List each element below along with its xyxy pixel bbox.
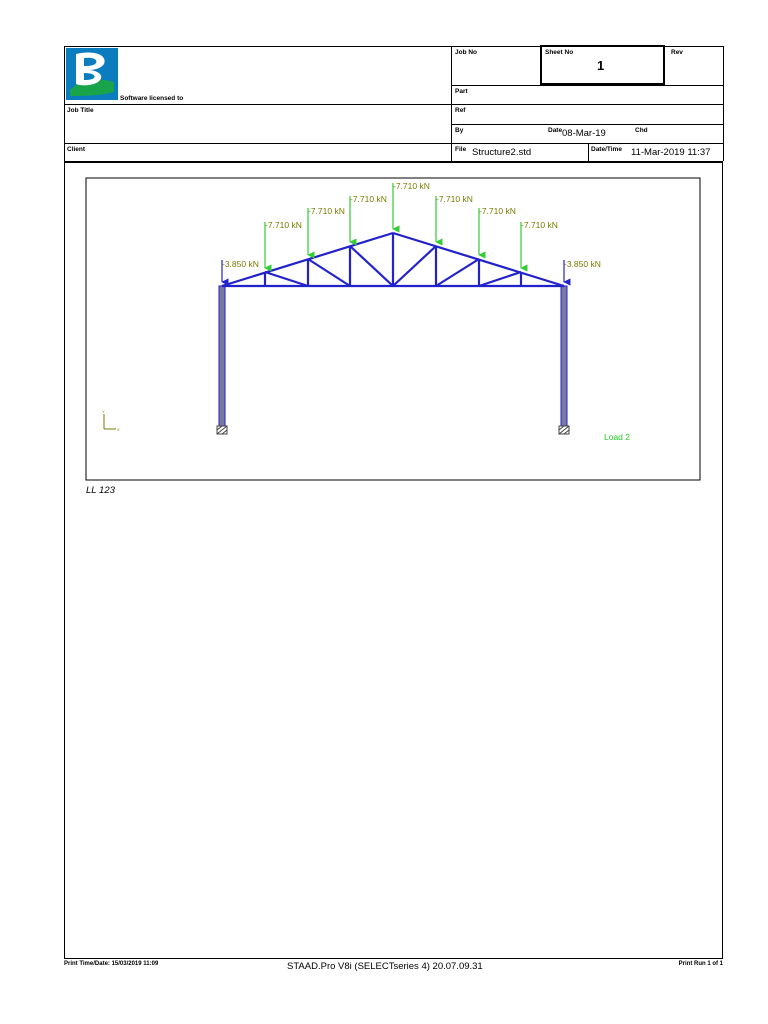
rev-label: Rev (671, 49, 683, 56)
svg-text:Y: Y (102, 409, 105, 414)
load-case-label: Load 2 (604, 432, 630, 442)
file-value: Structure2.std (472, 147, 532, 158)
end-load-label-left: -3.850 kN (222, 259, 259, 269)
by-label: By (455, 127, 464, 134)
load-label-1: -7.710 kN (265, 220, 302, 230)
axis-triad-icon (102, 409, 120, 432)
load-label-4: -7.710 kN (393, 181, 430, 191)
job-title-label: Job Title (67, 107, 94, 114)
load-label-6: -7.710 kN (479, 206, 516, 216)
footer-print-run: Print Run 1 of 1 (678, 961, 723, 967)
chd-label: Chd (635, 127, 648, 134)
part-label: Part (455, 88, 468, 95)
support-right (559, 426, 569, 434)
column-right (561, 286, 567, 426)
footer-print-time: Print Time/Date: 15/03/2019 11:09 (64, 961, 159, 967)
software-licensed-to: Software licensed to (120, 95, 184, 102)
column-left (219, 286, 225, 426)
svg-text:X: X (117, 427, 120, 432)
load-label-7: -7.710 kN (521, 220, 558, 230)
date-label: Date (548, 127, 563, 134)
file-label: File (455, 146, 467, 153)
ref-label: Ref (455, 107, 466, 114)
load-label-2: -7.710 kN (308, 206, 345, 216)
date-value: 08-Mar-19 (562, 128, 606, 139)
datetime-value: 11-Mar-2019 11:37 (631, 147, 711, 158)
sheet-no-label: Sheet No (545, 49, 574, 56)
load-label-3: -7.710 kN (350, 194, 387, 204)
truss-members (222, 233, 564, 286)
job-no-label: Job No (455, 49, 478, 56)
client-label: Client (67, 146, 86, 153)
datetime-label: Date/Time (591, 146, 622, 153)
footer-program: STAAD.Pro V8i (SELECTseries 4) 20.07.09.31 (287, 961, 483, 972)
end-load-label-right: -3.850 kN (564, 259, 601, 269)
sheet-no-value: 1 (597, 58, 605, 73)
support-left (217, 426, 227, 434)
load-label-5: -7.710 kN (436, 194, 473, 204)
diagram-caption: LL 123 (86, 485, 115, 496)
